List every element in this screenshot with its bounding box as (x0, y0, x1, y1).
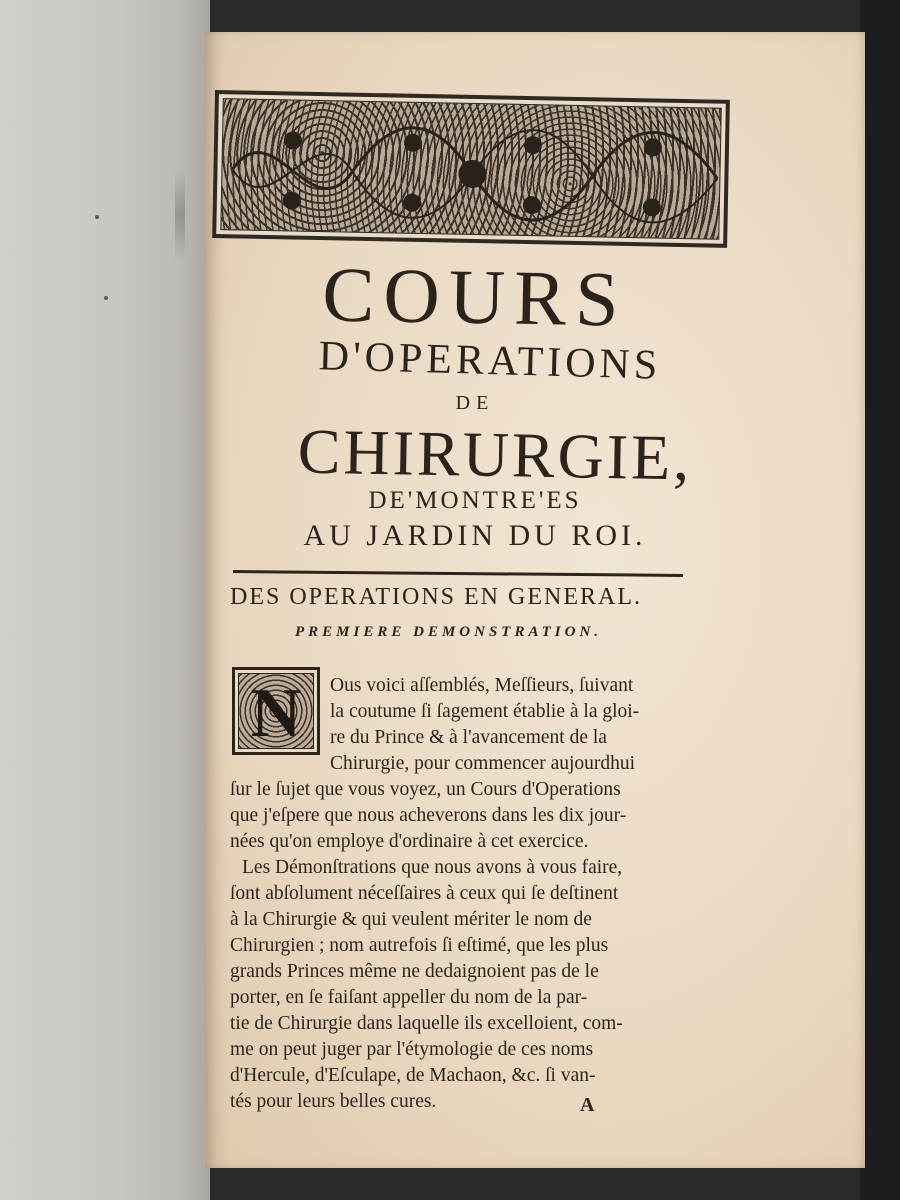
body-line: d'Hercule, d'Eſculape, de Machaon, &c. ſi van- (230, 1065, 596, 1086)
body-line: tés pour leurs belles cures. (230, 1091, 437, 1112)
body-line: ſont abſolument néceſſaires à ceux qui ſe deſtinent (230, 883, 619, 904)
drop-cap-letter: N (250, 675, 302, 752)
title-line-3: DE (455, 392, 495, 414)
body-line: me on peut juger par l'étymologie de ces noms (230, 1039, 594, 1060)
background-edge (860, 0, 900, 1200)
divider-rule (233, 570, 683, 577)
body-line: ſur le ſujet que vous voyez, un Cours d'Operations (230, 779, 621, 800)
body-line: Ous voici aſſemblés, Meſſieurs, ſuivant (330, 675, 634, 696)
body-line: que j'eſpere que nous acheverons dans les dix jour- (230, 805, 627, 826)
paper-streak (175, 170, 185, 260)
body-line: la coutume ſi ſagement établie à la gloi- (330, 701, 640, 722)
left-page-leaf (0, 0, 210, 1200)
book-page (205, 32, 865, 1168)
body-line: Chirurgie, pour commencer aujourdhui (330, 753, 636, 774)
section-heading: DES OPERATIONS EN GENERAL. (230, 584, 642, 610)
title-line-4: CHIRURGIE, (297, 415, 693, 494)
body-line: re du Prince & à l'avancement de la (330, 727, 607, 748)
body-line: à la Chirurgie & qui veulent mériter le nom de (230, 909, 592, 930)
headpiece-ornament (212, 90, 730, 248)
signature-mark: A (580, 1094, 595, 1116)
subheading: PREMIERE DEMONSTRATION. (295, 624, 603, 640)
drop-cap (232, 667, 320, 755)
body-line: Les Démonſtrations que nous avons à vous faire, (242, 857, 623, 878)
body-line: porter, en ſe faiſant appeller du nom de la par- (230, 987, 588, 1008)
body-line: nées qu'on employe d'ordinaire à cet exercice. (230, 831, 589, 852)
title-line-5: DE'MONTRE'ES (368, 487, 582, 514)
floral-scroll-icon (221, 99, 722, 240)
body-line: tie de Chirurgie dans laquelle ils excelloient, com- (230, 1013, 623, 1034)
body-line: grands Princes même ne dedaignoient pas de le (230, 961, 599, 982)
paper-spot (104, 296, 108, 300)
paper-spot (95, 215, 99, 219)
title-line-6: AU JARDIN DU ROI. (303, 519, 647, 552)
body-line: Chirurgien ; nom autrefois ſi eſtimé, que les plus (230, 935, 609, 956)
title-line-1: COURS (321, 250, 629, 343)
title-line-2: D'OPERATIONS (318, 333, 662, 389)
